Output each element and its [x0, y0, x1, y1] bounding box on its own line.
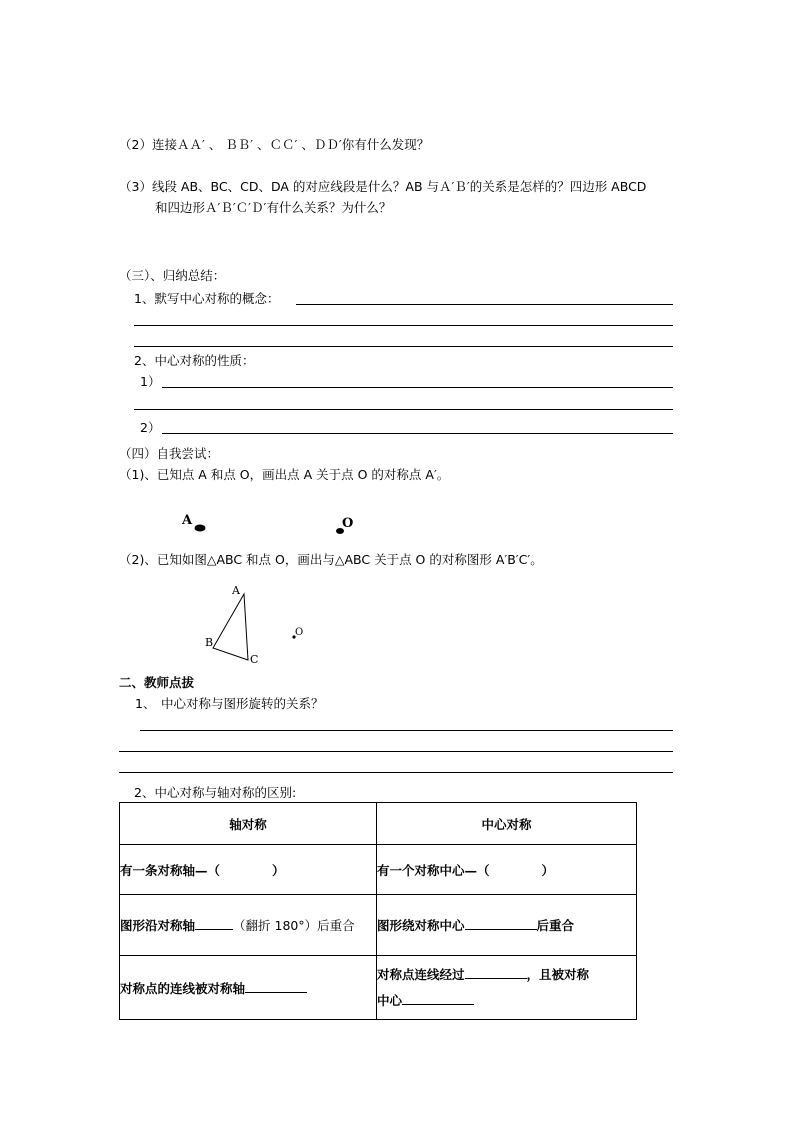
- question-2: （2）连接ＡＡ′ 、 ＢＢ′ 、ＣＣ′ 、ＤＤ′你有什么发现？: [119, 137, 430, 152]
- point-a: [195, 525, 206, 532]
- answer-line[interactable]: [134, 409, 673, 410]
- cell-text: 有一条对称轴—（: [120, 862, 221, 878]
- fill-blank[interactable]: [402, 992, 474, 1005]
- table-row: [120, 845, 637, 895]
- answer-line[interactable]: [162, 387, 673, 388]
- cell-text: 图形绕对称中心: [377, 918, 465, 933]
- answer-line[interactable]: [134, 325, 673, 326]
- summary-sub-2: 2）: [140, 420, 161, 435]
- cell-text: 中心: [377, 992, 403, 1008]
- cell-text: （翻折 180°）后重合: [233, 918, 355, 933]
- answer-line[interactable]: [119, 772, 673, 773]
- cell-text: 后重合: [536, 918, 575, 933]
- cell-center-connect: [377, 956, 637, 1020]
- answer-line[interactable]: [119, 751, 673, 752]
- question-3-line-2: 和四边形Ａ′Ｂ′Ｃ′Ｄ′有什么关系？为什么？: [155, 200, 392, 215]
- triangle-label-b: B: [205, 636, 214, 649]
- table-header-row: [120, 803, 637, 845]
- triangle-label-c: C: [250, 653, 259, 666]
- teacher-question-1: 中心对称与图形旋转的关系？: [161, 696, 324, 711]
- selftest-question-1: （1)、已知点 A 和点 O，画出点 A 关于点 O 的对称点 A′。: [119, 467, 450, 482]
- selftest-heading: （四）自我尝试：: [119, 446, 220, 461]
- fill-blank[interactable]: [195, 917, 233, 930]
- cell-text: ）: [272, 862, 285, 878]
- cell-center-rotate: [377, 895, 637, 956]
- summary-item-1: 1、默写中心对称的概念：: [134, 291, 280, 306]
- points-figure: [175, 508, 365, 540]
- cell-axis-connect: [120, 956, 377, 1020]
- header-axial-symmetry: 轴对称: [120, 803, 377, 845]
- triangle-abc: [213, 594, 248, 660]
- table-row: [120, 956, 637, 1020]
- question-3-line-1: （3）线段 AB、BC、CD、DA 的对应线段是什么？AB 与Ａ′Ｂ′的关系是怎样的？四边形 ABCD: [119, 179, 647, 194]
- fill-blank[interactable]: [465, 917, 537, 930]
- cell-text: ）: [541, 862, 555, 878]
- answer-line[interactable]: [140, 730, 673, 731]
- cell-axis-fold: [120, 895, 377, 956]
- fill-blank[interactable]: [245, 980, 307, 993]
- table-row: [120, 895, 637, 956]
- cell-text: 对称点的连线被对称轴: [120, 980, 246, 996]
- cell-text: ，且被对称: [526, 966, 590, 982]
- teacher-question-2: 2、中心对称与轴对称的区别:: [134, 785, 297, 800]
- teacher-heading: 二、教师点拔: [119, 675, 195, 690]
- selftest-question-2: （2)、已知如图△ABC 和点 O，画出与△ABC 关于点 O 的对称图形 A′B′C′。: [119, 552, 543, 567]
- fill-blank[interactable]: [465, 966, 527, 979]
- summary-item-2: 2、中心对称的性质：: [134, 353, 255, 368]
- teacher-question-1-number: 1、: [135, 696, 156, 711]
- cell-axis-count: [120, 845, 377, 895]
- answer-line[interactable]: [162, 433, 673, 434]
- summary-sub-1: 1）: [140, 374, 161, 389]
- comparison-table: [119, 802, 637, 1020]
- answer-line[interactable]: [296, 304, 673, 305]
- cell-center-count: [377, 845, 637, 895]
- triangle-label-a: A: [232, 584, 240, 597]
- cell-text: 对称点连线经过: [377, 966, 465, 982]
- summary-heading: （三）、归纳总结：: [119, 268, 226, 283]
- triangle-label-o: O: [295, 627, 304, 638]
- cell-text: 图形沿对称轴: [120, 918, 196, 933]
- answer-line[interactable]: [134, 346, 673, 347]
- header-central-symmetry: 中心对称: [377, 803, 637, 845]
- point-o-label: O: [342, 516, 354, 531]
- cell-text: 有一个对称中心—（: [377, 862, 490, 878]
- point-a-label: A: [182, 513, 193, 528]
- triangle-figure: [200, 578, 310, 670]
